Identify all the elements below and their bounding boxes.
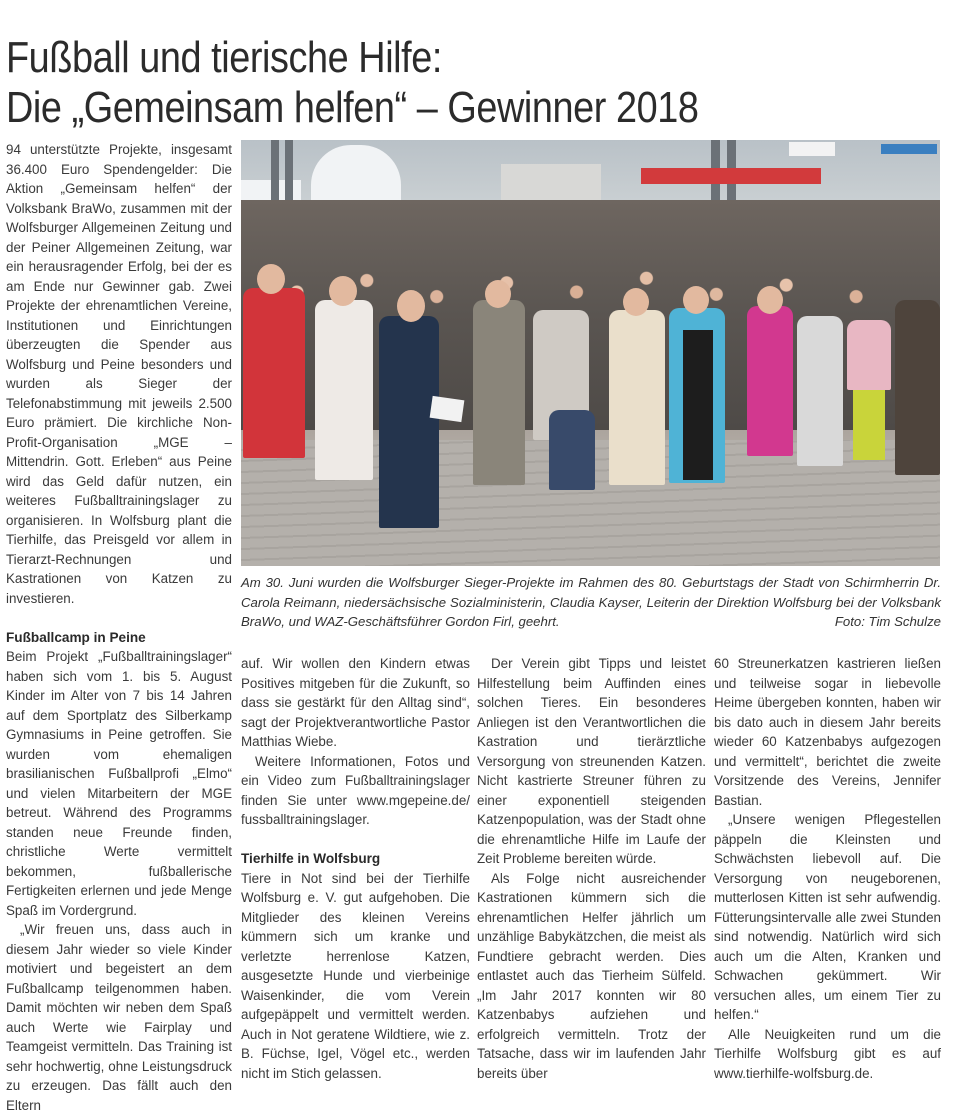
tierhilfe-paragraph-1: Tiere in Not sind bei der Tierhilfe Wolfsburg e. V. gut aufgehoben. Die Mitglieder des kleinen Vereins kümmern sich um kranke und verletzte herrenlose Katzen, ausgesetzte Hunde und vierbeinige Waisenkinder, die vom Verein aufgepäppelt und vermittelt werden. Auch in Not geratene Wildtiere, wie z. B. Füchse, Igel, Vögel etc., werden nicht im Stich gelassen. — [241, 870, 470, 1081]
shop-sign — [789, 142, 835, 156]
person-brown-jacket — [895, 300, 940, 475]
tierhilfe-paragraph-3-continued: 60 Streunerkatzen kastrieren ließen und teilweise sogar in liebevolle Heime übergeben konnten, haben wir bis dato auch in diesem Jahr bereits wieder 60 Katzenbabys aufgezogen und vermittelt“, berichtet die zweite Vorsitzende des Vereins, Jennifer Bastian. — [714, 656, 941, 808]
fussballcamp-paragraph-2-continued: auf. Wir wollen den Kindern etwas Positives mitgeben für die Zukunft, so dass sie gestärkt für den Alltag sind“, sagt der Projektverantwortliche Pastor Matthias Wiebe. — [241, 656, 470, 749]
fussballcamp-paragraph-2: „Wir freuen uns, dass auch in diesem Jahr wieder so viele Kinder motiviert und begeistert an dem Fußballcamp teilgenommen haben. Damit möchten wir neben dem Spaß auch Werte wie Fairplay und Teamgeist vermitteln. Das Training ist sehr hochwertig, ohne Leistungsdruck zu erzeugen. Das fällt auch den Eltern — [6, 922, 232, 1113]
red-market-awning — [641, 168, 821, 184]
article-column-3 — [477, 654, 706, 1083]
person-head — [257, 264, 285, 294]
intro-paragraph: 94 unterstützte Projekte, insgesamt 36.400 Euro Spendengelder: Die Aktion „Gemeinsam helfen“ der Volksbank BraWo, zusammen mit der Wolfsburger Allgemeinen Zeitung und der Peiner Allgemeinen Zeitung, war ein herausragender Erfolg, bei der es am Ende nur Gewinner gab. Zwei Projekte der ehrenamtlichen Vereine, Institutionen und Einrichtungen überzeugten die Spender aus Wolfsburg und Peine besonders und wurden als Sieger der Telefonabstimmung mit jeweils 2.500 Euro prämiert. Die kirchliche Non-Profit-Organisation „MGE – Mittendrin. Gott. Erleben“ aus Peine wird das Geld dafür nutzen, ein weiteres Fußballtrainingslager zu organisieren. In Wolfsburg plant die Tierhilfe, das Preisgeld vor allem in Tierarzt-Rechnungen und Kastrationen von Katzen zu investieren. — [6, 142, 232, 606]
tierhilfe-paragraph-4: „Unsere wenigen Pflegestellen päppeln die Kleinsten und Schwächsten liebevoll auf. Die Versorgung von neugeborenen, mutterlosen Kitten ist sehr aufwendig. Fütterungsintervalle alle zwei Stunden sind notwendig. Natürlich wird sich auch um die Alten, Kranken und Schwachen gekümmert. Wir versuchen alles, um einem Tier zu helfen.“ — [714, 812, 941, 1022]
person-pink-dress — [747, 306, 793, 456]
tierhilfe-paragraph-3: Als Folge nicht ausreichender Kastrationen kümmern sich die ehrenamtlichen Helfer jährlich um unzählige Babykätzchen, die meist als Fundtiere gebracht werden. Dies entlastet auch das Tierheim Sülfeld. „Im Jahr 2017 konnten wir 80 Katzenbabys aufziehen und erfolgreich vermitteln. Trotz der Tatsache, dass wir im laufenden Jahr bereits über — [477, 870, 706, 1081]
person-head — [397, 290, 425, 322]
caption-text: Am 30. Juni wurden die Wolfsburger Sieger-Projekte im Rahmen des 80. Geburtstags der Stadt von Schirmherrin Dr. Carola Reimann, niedersächsische Sozialministerin, Claudia Kayser, Leiterin der Direktion Wolfsburg bei der Volksbank BraWo, und WAZ-Geschäftsführer Gordon Firl, geehrt. — [241, 575, 941, 629]
child — [549, 410, 595, 490]
yellow-pants — [853, 390, 885, 460]
section-heading-tierhilfe: Tierhilfe in Wolfsburg — [241, 851, 381, 866]
person-grey-vest — [473, 300, 525, 485]
blue-shop-sign — [881, 144, 937, 154]
tierhilfe-paragraph-5: Alle Neuigkeiten rund um die Tierhilfe Wolfsburg gibt es auf www.tierhilfe-wolfsburg.de. — [714, 1026, 941, 1081]
headline-line-1: Fußball und tierische Hilfe: — [6, 33, 442, 83]
person-cream-blazer — [609, 310, 665, 485]
photo-caption — [241, 573, 941, 632]
person-head — [329, 276, 357, 306]
envelope-prop — [430, 396, 465, 422]
article-column-2 — [241, 654, 470, 1083]
person-head — [623, 288, 649, 316]
person-white-top — [315, 300, 373, 480]
headline-line-2: Die „Gemeinsam helfen“ – Gewinner 2018 — [6, 83, 699, 133]
person-navy-suit — [379, 316, 439, 528]
group-photo — [241, 140, 940, 566]
person-checked-shirt — [797, 316, 843, 466]
person-head — [485, 280, 511, 308]
person-head — [757, 286, 783, 314]
section-heading-fussballcamp: Fußballcamp in Peine — [6, 629, 146, 645]
tierhilfe-paragraph-2: Der Verein gibt Tipps und leistet Hilfestellung beim Auffinden eines solchen Tieres. Ein besonderes Anliegen ist den Verantwortlichen die Kastration und tierärztliche Versorgung von streunenden Katzen. Nicht kastrierte Streuner führen zu einer exponentiell steigenden Katzenpopulation, was der Stadt ohne die ehrenamtliche Hilfe im Laufe der Zeit Probleme bereiten würde. — [477, 656, 706, 866]
photo-credit: Foto: Tim Schulze — [834, 614, 941, 629]
fussballcamp-paragraph-1: Beim Projekt „Fußballtrainingslager“ haben sich vom 1. bis 5. August Kinder im Alter von 7 bis 14 Jahren auf dem Sportplatz des Silberkamp Gymnasiums in Peine getroffen. Sie wurden vom ehemaligen brasilianischen Fußballprofi „Elmo“ und vielen Mitarbeitern der MGE betreut. Während des Programms standen neue Freunde finden, christliche Werte vermittelt bekommen, fußballerische Fertigkeiten erlernen und jede Menge Spaß im Vordergrund. — [6, 649, 232, 918]
article-column-4 — [714, 654, 941, 1083]
article-column-1 — [6, 140, 232, 1115]
fussballcamp-paragraph-3: Weitere Informationen, Fotos und ein Video zum Fußballtrainingslager finden Sie unter www.mgepeine.de/ fussballtrainingslager. — [241, 753, 470, 827]
headline — [6, 33, 814, 133]
person-floral-top — [847, 320, 891, 390]
black-dress — [683, 330, 713, 480]
person-head — [683, 286, 709, 314]
person-red-vest — [243, 288, 305, 458]
